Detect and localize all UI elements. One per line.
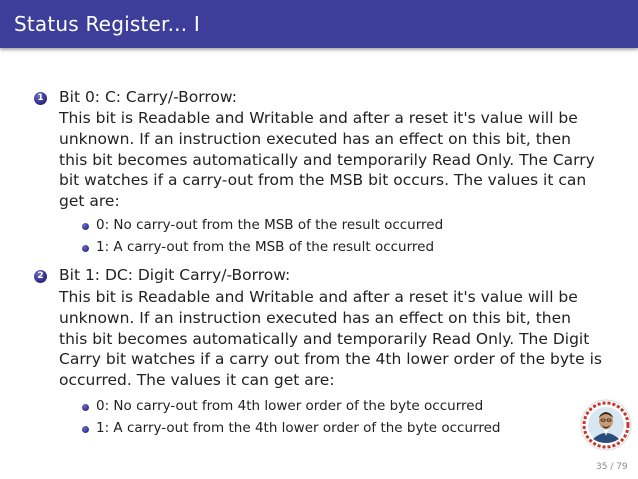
sub-bullet [96,239,434,255]
sub-bullet-text: 0: No carry-out from 4th lower order of the byte occurred [96,398,484,414]
item-paragraph [59,287,602,391]
sub-bullet-text: 1: A carry-out from the 4th lower order of the byte occurred [96,420,501,436]
item-number-badge: 2 [34,270,47,283]
paragraph-line: get are: [59,192,120,211]
item-paragraph [59,108,595,212]
sub-bullet [96,420,500,436]
sub-bullet-text: 1: A carry-out from the MSB of the result occurred [96,239,435,255]
paragraph-line: this bit becomes automatically and temporarily Read Only. The Carry [59,150,595,169]
item-heading: Bit 0: C: Carry/-Borrow: [59,88,237,106]
page-number: 35 / 79 [596,462,628,472]
bullet-icon [82,223,89,230]
sub-bullet [96,398,483,414]
item-heading: Bit 1: DC: Digit Carry/-Borrow: [59,266,291,284]
sub-bullet-text: 0: No carry-out from the MSB of the result occurred [96,217,444,233]
bullet-icon [82,245,89,252]
paragraph-line: unknown. If an instruction executed has an effect on this bit, then [59,308,571,327]
item-number-badge: 1 [34,92,47,105]
paragraph-line: bit watches if a carry-out from the MSB bit occurs. The values it can [59,171,587,190]
bullet-icon [82,404,89,411]
paragraph-line: This bit is Readable and Writable and after a reset it's value will be [59,109,578,127]
slide-title: Status Register... I [14,12,200,36]
paragraph-line: This bit is Readable and Writable and after a reset it's value will be [59,288,578,306]
paragraph-line: Carry bit watches if a carry out from the 4th lower order of the byte is [59,350,602,369]
author-avatar-logo [580,399,632,451]
sub-bullet [96,217,443,233]
bullet-icon [82,426,89,433]
paragraph-line: occurred. The values it can get are: [59,371,335,390]
paragraph-line: this bit becomes automatically and temporarily Read Only. The Digit [59,329,590,348]
paragraph-line: unknown. If an instruction executed has an effect on this bit, then [59,129,571,148]
